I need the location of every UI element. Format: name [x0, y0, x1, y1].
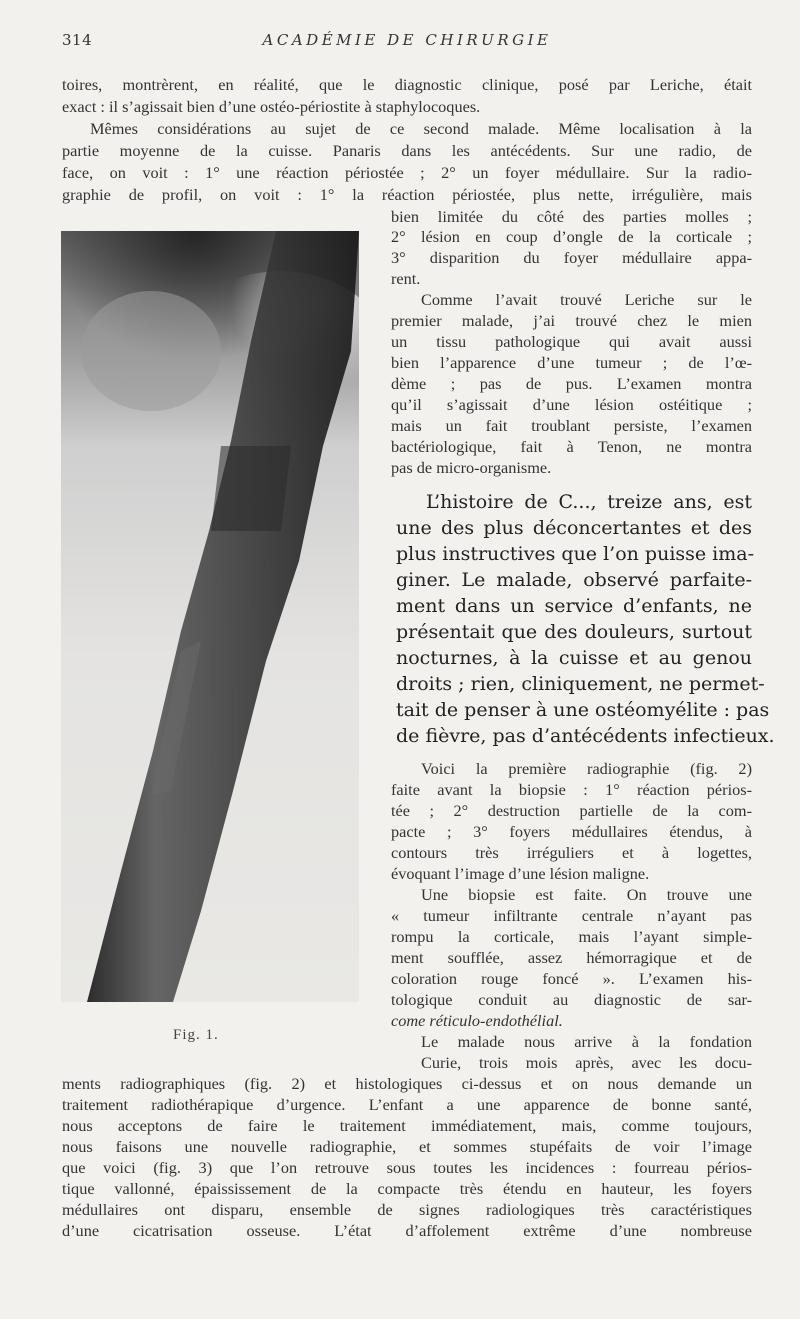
large-paragraph-line: ment dans un service d’enfants, ne — [396, 595, 752, 617]
xray-figure — [61, 231, 359, 1002]
body-line: Curie, trois mois après, avec les docu- — [421, 1053, 752, 1072]
body-line: contours très irréguliers et à logettes, — [391, 843, 752, 862]
running-title: ACADÉMIE DE CHIRURGIE — [262, 31, 552, 49]
body-line: Le malade nous arrive à la fondation — [421, 1032, 752, 1051]
body-line: come réticulo-endothélial. — [391, 1011, 563, 1030]
body-line: partie moyenne de la cuisse. Panaris dans les antécédents. Sur une radio, de — [62, 141, 752, 160]
body-line: faite avant la biopsie : 1° réaction périos- — [391, 780, 752, 799]
body-line: bactériologique, fait à Tenon, ne montra — [391, 437, 752, 456]
body-line: rompu la corticale, mais l’ayant simple- — [391, 927, 752, 946]
body-line: rent. — [391, 269, 421, 288]
large-paragraph-line: plus instructives que l’on puisse ima- — [396, 543, 755, 565]
body-line: dème ; pas de pus. L’examen montra — [391, 374, 752, 393]
body-line: tique vallonné, épaississement de la compacte très étendu en hauteur, les foyers — [62, 1179, 752, 1198]
body-line: bien limitée du côté des parties molles ; — [391, 207, 752, 226]
large-paragraph-line: tait de penser à une ostéomyélite : pas — [396, 699, 770, 721]
body-line: nous faisons une nouvelle radiographie, et sommes stupéfaits de voir l’image — [62, 1137, 752, 1156]
body-line: Mêmes considérations au sujet de ce second malade. Même localisation à la — [90, 119, 752, 138]
body-line: toires, montrèrent, en réalité, que le diagnostic clinique, posé par Leriche, était — [62, 75, 752, 94]
body-line: « tumeur infiltrante centrale n’ayant pas — [391, 906, 752, 925]
body-line: 3° disparition du foyer médullaire appa- — [391, 248, 752, 267]
body-line: tologique conduit au diagnostic de sar- — [391, 990, 752, 1009]
body-line: médullaires ont disparu, ensemble de signes radiologiques très caractéristiques — [62, 1200, 752, 1219]
body-line: Comme l’avait trouvé Leriche sur le — [421, 290, 752, 309]
body-line: traitement radiothérapique d’urgence. L’enfant a une apparence de bonne santé, — [62, 1095, 752, 1114]
large-paragraph-line: giner. Le malade, observé parfaite- — [396, 569, 752, 591]
body-line: 2° lésion en coup d’ongle de la corticale ; — [391, 227, 752, 246]
figure-caption: Fig. 1. — [173, 1027, 219, 1043]
large-paragraph-line: présentait que des douleurs, surtout — [396, 621, 752, 643]
body-line: ment soufflée, assez hémorragique et de — [391, 948, 752, 967]
body-line: d’une cicatrisation osseuse. L’état d’affolement extrême d’une nombreuse — [62, 1221, 752, 1240]
body-line: mais un fait troublant persiste, l’examen — [391, 416, 752, 435]
xray-image — [61, 231, 359, 1002]
body-line: graphie de profil, on voit : 1° la réaction périostée, plus nette, irrégulière, mais — [62, 185, 752, 204]
body-line: un tissu pathologique qui avait aussi — [391, 332, 752, 351]
body-line: ments radiographiques (fig. 2) et histologiques ci-dessus et on nous demande un — [62, 1074, 752, 1093]
body-line: tée ; 2° destruction partielle de la com- — [391, 801, 752, 820]
body-line: exact : il s’agissait bien d’une ostéo-périostite à staphylocoques. — [62, 97, 481, 116]
body-line: bien l’apparence d’une tumeur ; de l’œ- — [391, 353, 752, 372]
body-line: face, on voit : 1° une réaction périostée ; 2° un foyer médullaire. Sur la radio- — [62, 163, 752, 182]
body-line: Voici la première radiographie (fig. 2) — [421, 759, 752, 778]
body-line: pas de micro-organisme. — [391, 458, 552, 477]
body-line: qu’il s’agissait d’une lésion ostéitique ; — [391, 395, 752, 414]
body-line: Une biopsie est faite. On trouve une — [421, 885, 752, 904]
body-line: que voici (fig. 3) que l’on retrouve sous toutes les incidences : fourreau périos- — [62, 1158, 752, 1177]
large-paragraph-line: une des plus déconcertantes et des — [396, 517, 752, 539]
body-line: nous acceptons de faire le traitement immédiatement, mais, comme toujours, — [62, 1116, 752, 1135]
body-line: pacte ; 3° foyers médullaires étendus, à — [391, 822, 752, 841]
large-paragraph-line: de fièvre, pas d’antécédents infectieux. — [396, 725, 775, 747]
body-line: premier malade, j’ai trouvé chez le mien — [391, 311, 752, 330]
body-line: coloration rouge foncé ». L’examen his- — [391, 969, 752, 988]
large-paragraph-line: L’histoire de C..., treize ans, est — [426, 491, 752, 513]
large-paragraph-line: nocturnes, à la cuisse et au genou — [396, 647, 752, 669]
page-number: 314 — [62, 31, 93, 49]
body-line: évoquant l’image d’une lésion maligne. — [391, 864, 650, 883]
large-paragraph-line: droits ; rien, cliniquement, ne permet- — [396, 673, 765, 695]
running-header — [62, 31, 752, 53]
